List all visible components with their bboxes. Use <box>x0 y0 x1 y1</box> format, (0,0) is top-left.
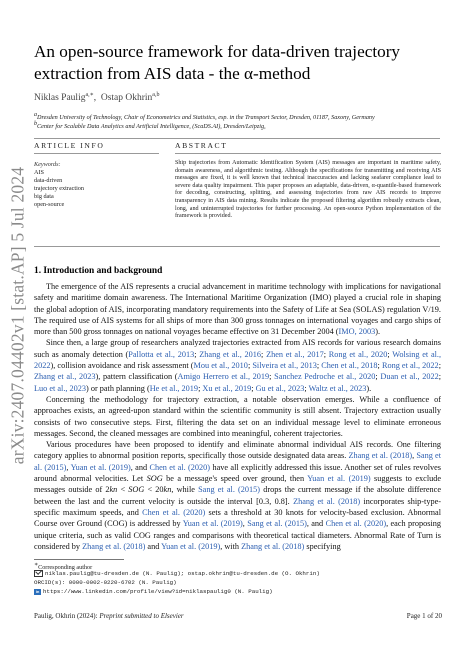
text-run: and <box>145 541 162 551</box>
linkedin-link[interactable]: https://www.linkedin.com/profile/view?id=niklaspaulig0 (N. Paulig) <box>43 588 273 595</box>
text-run: ; <box>377 361 382 371</box>
affiliation-mark: a <box>34 112 37 118</box>
citation-link[interactable]: Zhang et al. (2018) <box>348 451 413 461</box>
citation-link[interactable]: Rong et al., 2022 <box>381 361 439 371</box>
author-list: Niklas Paulig$^{a,∗}$, Ostap Okhrin$^{a,b}$ <box>34 92 160 104</box>
divider <box>175 153 441 154</box>
paragraph <box>34 439 441 552</box>
text-run: ; <box>251 383 256 393</box>
text-run: , and <box>306 519 326 529</box>
citation-link[interactable]: Mou et al., 2010 <box>193 361 248 371</box>
footnote-emails <box>34 570 320 577</box>
text-run: ; <box>375 372 381 382</box>
divider <box>34 138 440 139</box>
divider <box>34 153 159 154</box>
citation-link[interactable]: Silveira et al., 2013 <box>252 361 317 371</box>
text-run: < 20 <box>144 485 164 495</box>
citation-link[interactable]: Zhang et al. (2018) <box>241 541 305 551</box>
citation-link[interactable]: Zhang et al. (2018) <box>82 541 146 551</box>
text-run: be a message's speed over ground, then <box>162 474 308 484</box>
affiliation-text: Dresden University of Technology, Chair of Econometrics and Statistics, esp. in the Transport Sector, Dresden, 01187, Saxony, Germany <box>37 114 375 122</box>
article-info-heading: ARTICLE INFO <box>34 141 105 150</box>
footer-left <box>34 612 184 620</box>
keyword: trajectory extraction <box>34 185 84 192</box>
text-run: ; <box>269 372 275 382</box>
introduction-body <box>34 281 441 552</box>
text-run: ) or path planning ( <box>86 383 150 393</box>
text-run: Since then, a large group of researchers analyzed trajectories extracted from AIS records for various research domains such as anomaly detection ( <box>34 338 441 359</box>
text-run: drops the current message if the absolute difference between the last and the current velocity is outside the interval [0.3, 0.8]. <box>34 485 441 506</box>
author-marks: a,b <box>152 92 160 98</box>
text-run: ; <box>198 383 203 393</box>
citation-link[interactable]: Chen et al., 2018 <box>321 361 378 371</box>
text-run: ; <box>261 349 267 359</box>
affiliation-mark: b <box>34 121 37 127</box>
footnote-linkedin <box>34 588 273 595</box>
text-run: sets a threshold at 30 knots for velocity-based exclusion. Abnormal Course over Ground (COG) is addressed by <box>34 507 441 529</box>
text-run: , each proposing unique criteria, such as valid COG ranges and comparisons with theoretical tactical diameters. Abnormal Rate of Turn is considered by <box>34 519 441 551</box>
math-symbol: kn <box>109 485 118 495</box>
citation-link[interactable]: Zhang et al., 2023 <box>34 372 96 382</box>
affiliation <box>34 112 375 121</box>
citation-link[interactable]: IMO, 2003 <box>338 327 376 337</box>
citation-link[interactable]: Yuan et al. (2019) <box>307 474 371 484</box>
citation-link[interactable]: Sanchez Pedroche et al., 2020 <box>274 372 376 382</box>
citation-link[interactable]: Yuan et al. (2019) <box>70 462 131 472</box>
abstract-heading: ABSTRACT <box>175 141 228 150</box>
text-run: , <box>66 462 71 472</box>
citation-link[interactable]: Amigo Herrero et al., 2019 <box>177 372 270 382</box>
text-run: ; <box>387 349 393 359</box>
text-run: The emergence of the AIS represents a crucial advancement in maritime technology with implications for navigational safety and maritime domain awareness. The International Maritime Organization (IMO) played a crucial role in shaping the global adoption of AIS, incorporating mandatory requirements into the Safety of Life at Sea (SOLAS) regulation V/19. The required use of AIS systems for all ships of more than 300 gross tonnages on international voyages and cargo ships of more than 500 gross tonnages on national voyages became effective on 31 December 2004 ( <box>34 282 441 337</box>
text-run: ; <box>194 349 200 359</box>
text-run: Concerning the methodology for trajectory extraction, a notable observation emerges. While a confluence of approaches exists, an agreed-upon standard within the scientific community is still absent. Trajectory extraction usually consists of two consecutive steps. First, filtering the data set on an individual message level to eliminate erroneous messages. Second, the cleaned messages are combined into meaningful, coherent trajectories. <box>34 394 441 438</box>
citation-link[interactable]: Sang et al. (2015) <box>198 485 261 495</box>
paragraph <box>34 394 441 439</box>
author-name: Niklas Paulig <box>34 93 86 104</box>
text-run: < <box>117 485 129 495</box>
keywords-label: Keywords: <box>34 161 61 168</box>
text-run: Various procedures have been proposed to identify and eliminate abnormal individual AIS records. One filtering category applies to abnormal position reports, specifically those outside designated data areas. <box>34 440 441 461</box>
citation-link[interactable]: Zhang et al. (2018) <box>293 496 361 506</box>
text-run: , while <box>171 485 199 495</box>
text-run: incorporates ship-type-specific maximum speeds, and <box>34 496 441 517</box>
citation-link[interactable]: Waltz et al., 2023 <box>308 383 367 393</box>
footnote-rule <box>34 559 124 560</box>
citation-link[interactable]: Yuan et al. (2019) <box>161 541 221 551</box>
text-run: , and <box>130 462 150 472</box>
citation-link[interactable]: Duan et al., 2022 <box>380 372 439 382</box>
footnote-text: Corresponding author <box>38 564 93 572</box>
text-run: specifying <box>304 541 341 551</box>
text-run: ). <box>366 383 372 393</box>
keyword: data-driven <box>34 177 63 184</box>
linkedin-icon: in <box>35 588 40 594</box>
text-run: ; <box>323 349 329 359</box>
citation-link[interactable]: Xu et al., 2019 <box>202 383 252 393</box>
citation-link[interactable]: Wolsing et al., 2022 <box>34 349 442 371</box>
text-run: ; <box>438 361 441 371</box>
orcid-text: ORCID(s): 0000-0002-0220-6702 (N. Paulig) <box>34 579 177 586</box>
footer-note: Preprint submitted to Elsevier <box>99 612 184 620</box>
keyword: open-source <box>34 201 65 208</box>
footnote-corresponding: ∗Corresponding author <box>34 562 93 572</box>
text-run: ; <box>438 372 442 382</box>
section-heading: 1. Introduction and background <box>34 266 163 276</box>
citation-link[interactable]: Zhen et al., 2017 <box>266 349 324 359</box>
text-run: ), pattern classification ( <box>95 372 178 382</box>
email-icon <box>34 570 43 577</box>
citation-link[interactable]: He et al., 2019 <box>149 383 199 393</box>
citation-link[interactable]: Chen et al. (2020) <box>149 462 211 472</box>
citation-link[interactable]: Pallotta et al., 2013 <box>128 349 195 359</box>
math-symbol: SOG <box>128 485 145 495</box>
affiliation <box>34 121 266 130</box>
footnote-orcid <box>34 579 177 586</box>
text-run: ; <box>316 361 322 371</box>
citation-link[interactable]: Gu et al., 2023 <box>255 383 305 393</box>
arxiv-watermark: arXiv:2407.04402v1 [stat.AP] 5 Jul 2024 <box>7 166 28 465</box>
text-run: suggests to exclude messages outside of 2 <box>34 474 442 495</box>
citation-link[interactable]: Chen et al. (2020) <box>142 507 206 517</box>
text-run: ; <box>304 383 309 393</box>
text-run: , <box>242 519 248 529</box>
citation-link[interactable]: Rong et al., 2020 <box>328 349 388 359</box>
text-run: ), collision avoidance and risk assessment ( <box>50 361 194 371</box>
math-symbol: SOG <box>146 474 163 484</box>
citation-link[interactable]: Chen et al. (2020) <box>325 519 387 529</box>
text-run: have all explicitly addressed this issue. Another set of rules revolves around abnormal velocities. Let <box>34 462 442 484</box>
text-run: , with <box>220 541 242 551</box>
citation-link[interactable]: Sang et al. (2015) <box>34 451 441 472</box>
paper-title: An open-source framework for data-driven trajectory extraction from AIS data - the α-method <box>34 42 401 83</box>
text-run: ; <box>247 361 253 371</box>
citation-link[interactable]: Sang et al. (2015) <box>247 519 307 529</box>
keyword: big data <box>34 193 54 200</box>
author-marks: a,∗ <box>85 92 94 98</box>
author-name: Ostap Okhrin <box>100 93 153 104</box>
math-symbol: kn <box>163 485 172 495</box>
footer-authors: Paulig, Okhrin (2024): <box>34 612 98 620</box>
abstract-text: Ship trajectories from Automatic Identification System (AIS) messages are important in maritime safety, domain awareness, and algorithmic testing. Although the specifications for transmitting and receiving AIS messages are fixed, it is well known that technical inaccuracies and lacking seafarer compliance lead to severe data quality impairment. This paper proposes an adaptable, data-driven, α-quantile-based framework for decoding, constructing, splitting, and assessing trajectories from raw AIS records to improve transparency in AIS data mining. Results indicate the proposed filtering algorithm robustly extracts clean, long, and uninterrupted trajectories for further processing. An open-source Python implementation of the framework is provided. <box>175 160 441 220</box>
paragraph <box>34 337 441 393</box>
page-number: Page 1 of 20 <box>406 612 442 620</box>
divider <box>34 246 440 247</box>
affiliation-text: Center for Scalable Data Analytics and Artificial Intelligence, (ScaDS.AI), Dresden/Leipzig, <box>37 123 266 131</box>
text-run: ). <box>375 327 381 337</box>
citation-link[interactable]: Zhang et al., 2016 <box>199 349 262 359</box>
citation-link[interactable]: Yuan et al. (2019) <box>182 519 243 529</box>
keyword: AIS <box>34 169 44 176</box>
citation-link[interactable]: Luo et al., 2023 <box>34 383 87 393</box>
text-run: , <box>412 451 417 461</box>
email-text[interactable]: niklas.paulig@tu-dresden.de (N. Paulig); ostap.okhrin@tu-dresden.de (O. Okhrin) <box>45 570 320 577</box>
paragraph <box>34 281 441 337</box>
